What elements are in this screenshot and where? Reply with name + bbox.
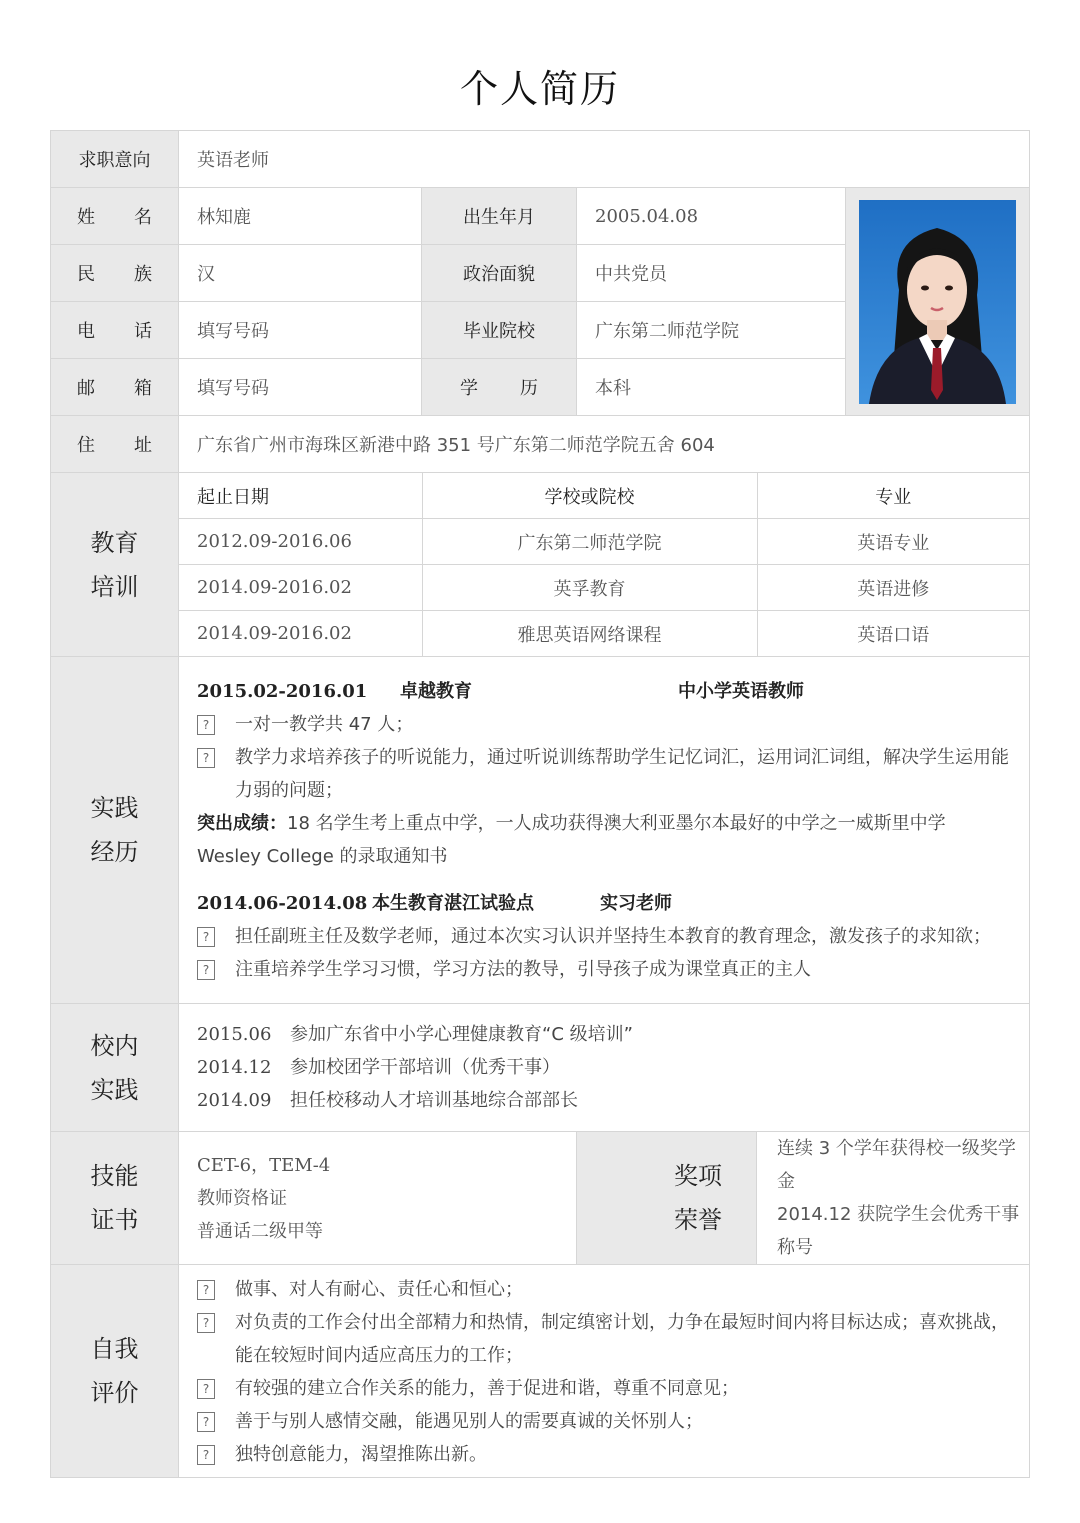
practice-label: 实践 经历: [51, 657, 179, 1004]
edu-major: 英语专业: [757, 519, 1029, 565]
practice-section: [179, 657, 1030, 1004]
job-org: 本生教育湛江试验点: [372, 893, 534, 914]
job-period: 2015.02-2016.01: [197, 681, 368, 702]
skills-label: 技能 证书: [51, 1132, 179, 1265]
list-item: 教师资格证: [197, 1187, 287, 1209]
job-header: [197, 675, 1011, 708]
job-org: 卓越教育: [400, 681, 472, 702]
campus-label: 校内 实践: [51, 1004, 179, 1132]
list-item: ? 教学力求培养孩子的听说能力，通过听说训练帮助学生记忆词汇，运用词汇词组，解决学生运用能力弱的问题；: [197, 741, 1011, 807]
list-item: 2014.12 参加校团学干部培训（优秀干事）: [197, 1057, 560, 1078]
list-item: ? 做事、对人有耐心、责任心和恒心；: [197, 1273, 1011, 1306]
list-item: 连续 3 个学年获得校一级奖学金: [777, 1138, 1016, 1192]
campus-section: [179, 1004, 1030, 1132]
birth-label: 出生年月: [422, 188, 577, 245]
address-value: 广东省广州市海珠区新港中路 351 号广东第二师范学院五舍 604: [179, 416, 1030, 473]
photo-cell: [846, 188, 1030, 416]
edu-date: 2014.09-2016.02: [179, 565, 422, 611]
bullet-icon: ?: [197, 1306, 235, 1372]
job-highlight: 突出成绩：18 名学生考上重点中学，一人成功获得澳大利亚墨尔本最好的中学之一威斯里中学 Wesley College 的录取通知书: [197, 813, 946, 867]
edu-school: 英孚教育: [422, 565, 757, 611]
list-item: 2014.12 获院学生会优秀干事称号: [777, 1204, 1020, 1258]
school-value: 广东第二师范学院: [577, 302, 846, 359]
school-label: 毕业院校: [422, 302, 577, 359]
job-intention-label: 求职意向: [51, 131, 179, 188]
list-item: 2015.06 参加广东省中小学心理健康教育“C 级培训”: [197, 1024, 633, 1045]
table-row: [179, 565, 1029, 611]
bullet-icon: ?: [197, 1438, 235, 1471]
edu-major: 英语进修: [757, 565, 1029, 611]
ethnicity-label: 民 族: [51, 245, 179, 302]
list-item: ? 独特创意能力，渴望推陈出新。: [197, 1438, 1011, 1471]
degree-value: 本科: [577, 359, 846, 416]
job-header: [197, 887, 1011, 920]
bullet-icon: ?: [197, 741, 235, 807]
list-item: ? 对负责的工作会付出全部精力和热情，制定缜密计划，力争在最短时间内将目标达成；喜欢挑战，能在较短时间内适应高压力的工作；: [197, 1306, 1011, 1372]
edu-school: 广东第二师范学院: [422, 519, 757, 565]
edu-header-school: 学校或院校: [422, 473, 757, 519]
bullet-icon: ?: [197, 1273, 235, 1306]
list-item: 普通话二级甲等: [197, 1220, 323, 1242]
edu-date: 2014.09-2016.02: [197, 623, 352, 644]
bullet-icon: ?: [197, 1372, 235, 1405]
portrait-photo: [859, 200, 1016, 404]
edu-header-major: 专业: [757, 473, 1029, 519]
address-label: 住 址: [51, 416, 179, 473]
job-intention-value: 英语老师: [179, 131, 1030, 188]
resume-table: [50, 130, 1030, 1478]
list-item: 2014.09 担任校移动人才培训基地综合部部长: [197, 1090, 578, 1111]
skills-section: [179, 1132, 577, 1265]
table-row: [179, 519, 1029, 565]
name-value: 林知鹿: [179, 188, 422, 245]
political-label: 政治面貌: [422, 245, 577, 302]
awards-label: 奖项 荣誉: [577, 1132, 757, 1265]
list-item: ? 一对一教学共 47 人；: [197, 708, 1011, 741]
self-eval-label: 自我 评价: [51, 1265, 179, 1478]
edu-header-date: 起止日期: [179, 473, 422, 519]
list-item: ? 善于与别人感情交融，能遇见别人的需要真诚的关怀别人；: [197, 1405, 1011, 1438]
political-value: 中共党员: [577, 245, 846, 302]
list-item: ? 注重培养学生学习习惯，学习方法的教导，引导孩子成为课堂真正的主人: [197, 953, 1011, 986]
education-table: [179, 473, 1029, 656]
education-label: 教育 培训: [51, 473, 179, 657]
job-period: 2014.06-2014.08: [197, 893, 368, 914]
edu-school: 雅思英语网络课程: [422, 611, 757, 657]
name-label: 姓 名: [51, 188, 179, 245]
page-title: 个人简历: [459, 67, 620, 111]
education-section: [179, 473, 1030, 657]
bullet-icon: ?: [197, 708, 235, 741]
self-eval-section: [179, 1265, 1030, 1478]
job-role: 中小学英语教师: [678, 681, 804, 702]
list-item: CET-6，TEM-4: [197, 1154, 331, 1176]
birth-value: 2005.04.08: [577, 188, 846, 245]
ethnicity-value: 汉: [179, 245, 422, 302]
bullet-icon: ?: [197, 920, 235, 953]
edu-major: 英语口语: [757, 611, 1029, 657]
bullet-icon: ?: [197, 1405, 235, 1438]
list-item: ? 有较强的建立合作关系的能力，善于促进和谐，尊重不同意见；: [197, 1372, 1011, 1405]
awards-section: [757, 1132, 1030, 1265]
table-row: [179, 611, 1029, 657]
education-header-row: [179, 473, 1029, 519]
email-label: 邮 箱: [51, 359, 179, 416]
job-role: 实习老师: [600, 893, 672, 914]
phone-value: 填写号码: [179, 302, 422, 359]
edu-date: 2012.09-2016.06: [179, 519, 422, 565]
email-value: 填写号码: [179, 359, 422, 416]
degree-label: 学 历: [422, 359, 577, 416]
list-item: ? 担任副班主任及数学老师，通过本次实习认识并坚持生本教育的教育理念，激发孩子的求知欲；: [197, 920, 1011, 953]
phone-label: 电 话: [51, 302, 179, 359]
bullet-icon: ?: [197, 953, 235, 986]
